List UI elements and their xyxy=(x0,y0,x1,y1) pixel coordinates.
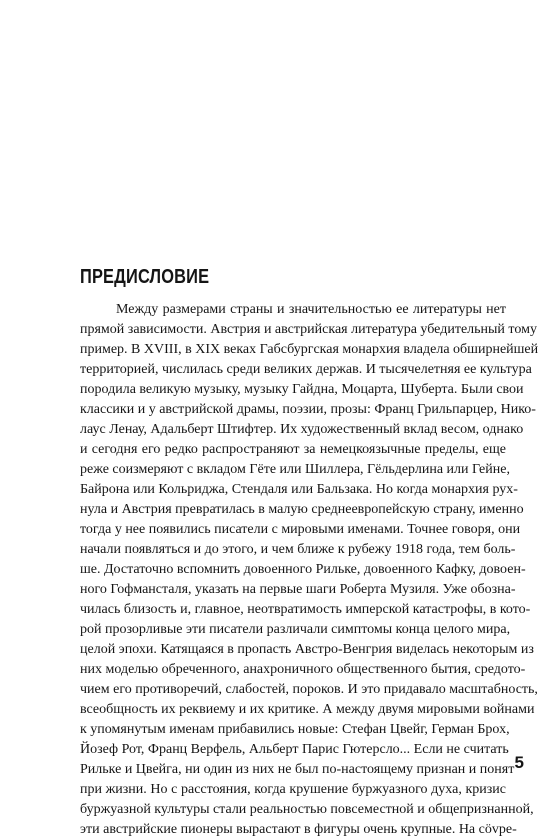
text-line: рой прозорливые эти писатели различали симптомы конца целого мира, xyxy=(80,622,511,637)
text-line: при жизни. Но с расстояния, когда крушение буржуазного духа, кризис xyxy=(80,782,506,797)
text-line: начали появляться и до этого, и чем ближе к рубежу 1918 года, тем боль- xyxy=(80,542,516,557)
body-text xyxy=(80,300,539,840)
text-line: чилась близость и, главное, неотвратимость имперской катастрофы, в кото- xyxy=(80,602,531,617)
text-line: и сегодня его редко распространяют за немецкоязычные пределы, еще xyxy=(80,442,506,457)
text-line: Рильке и Цвейга, ни один из них не был по-настоящему признан и понят xyxy=(80,762,515,777)
text-line: лаус Ленау, Адальберт Штифтер. Их художественный вклад весом, однако xyxy=(80,422,524,437)
text-line: нула и Австрия превратилась в малую среднеевропейскую страну, именно xyxy=(80,502,524,517)
text-line: классики и у австрийской драмы, поэзии, прозы: Франц Грильпарцер, Нико- xyxy=(80,402,536,417)
page-heading: ПРЕДИСЛОВИЕ xyxy=(80,266,210,288)
text-line: ного Гофмансталя, указать на первые шаги Роберта Музиля. Уже обозна- xyxy=(80,582,516,597)
text-line: буржуазной культуры стали реальностью повсеместной и общепризнанной, xyxy=(80,802,534,817)
text-line: них моделью обреченного, анахроничного общественного бытия, средото- xyxy=(80,662,526,677)
page-number: 5 xyxy=(514,753,524,772)
text-line: прямой зависимости. Австрия и австрийская литература убедительный тому xyxy=(80,322,537,337)
text-line: к упомянутым именам прибавились новые: Стефан Цвейг, Герман Брох, xyxy=(80,722,510,737)
text-line: территорией, числилась среди великих держав. И тысячелетняя ее культура xyxy=(80,362,532,377)
text-line: чием его противоречий, слабостей, пороков. И это придавало масштабность, xyxy=(80,682,538,697)
text-line: Йозеф Рот, Франц Верфель, Альберт Парис Гютерсло... Если не считать xyxy=(80,742,509,757)
text-line: породила великую музыку, музыку Гайдна, Моцарта, Шуберта. Были свои xyxy=(80,382,524,397)
text-line: реже соизмеряют с вкладом Гёте или Шиллера, Гёльдерлина или Гейне, xyxy=(80,462,510,477)
text-line: тогда у нее появились писатели с мировыми именами. Точнее говоря, они xyxy=(80,522,521,537)
text-line: Байрона или Кольриджа, Стендаля или Бальзака. Но когда монархия рух- xyxy=(80,482,518,497)
text-line: Между размерами страны и значительностью ее литературы нет xyxy=(116,302,506,317)
text-line: ше. Достаточно вспомнить довоенного Рильке, довоенного Кафку, довоен- xyxy=(80,562,526,577)
text-line: эти австрийские пионеры вырастают в фигуры очень крупные. На сövре- xyxy=(80,822,517,837)
text-line: целой эпохи. Катящаяся в пропасть Австро-Венгрия виделась некоторым из xyxy=(80,642,534,657)
text-line: всеобщность их реквиему и их критике. А между двумя мировыми войнами xyxy=(80,702,535,717)
text-line: пример. В XVIII, в XIX веках Габсбургская монархия владела обширнейшей xyxy=(80,342,539,357)
